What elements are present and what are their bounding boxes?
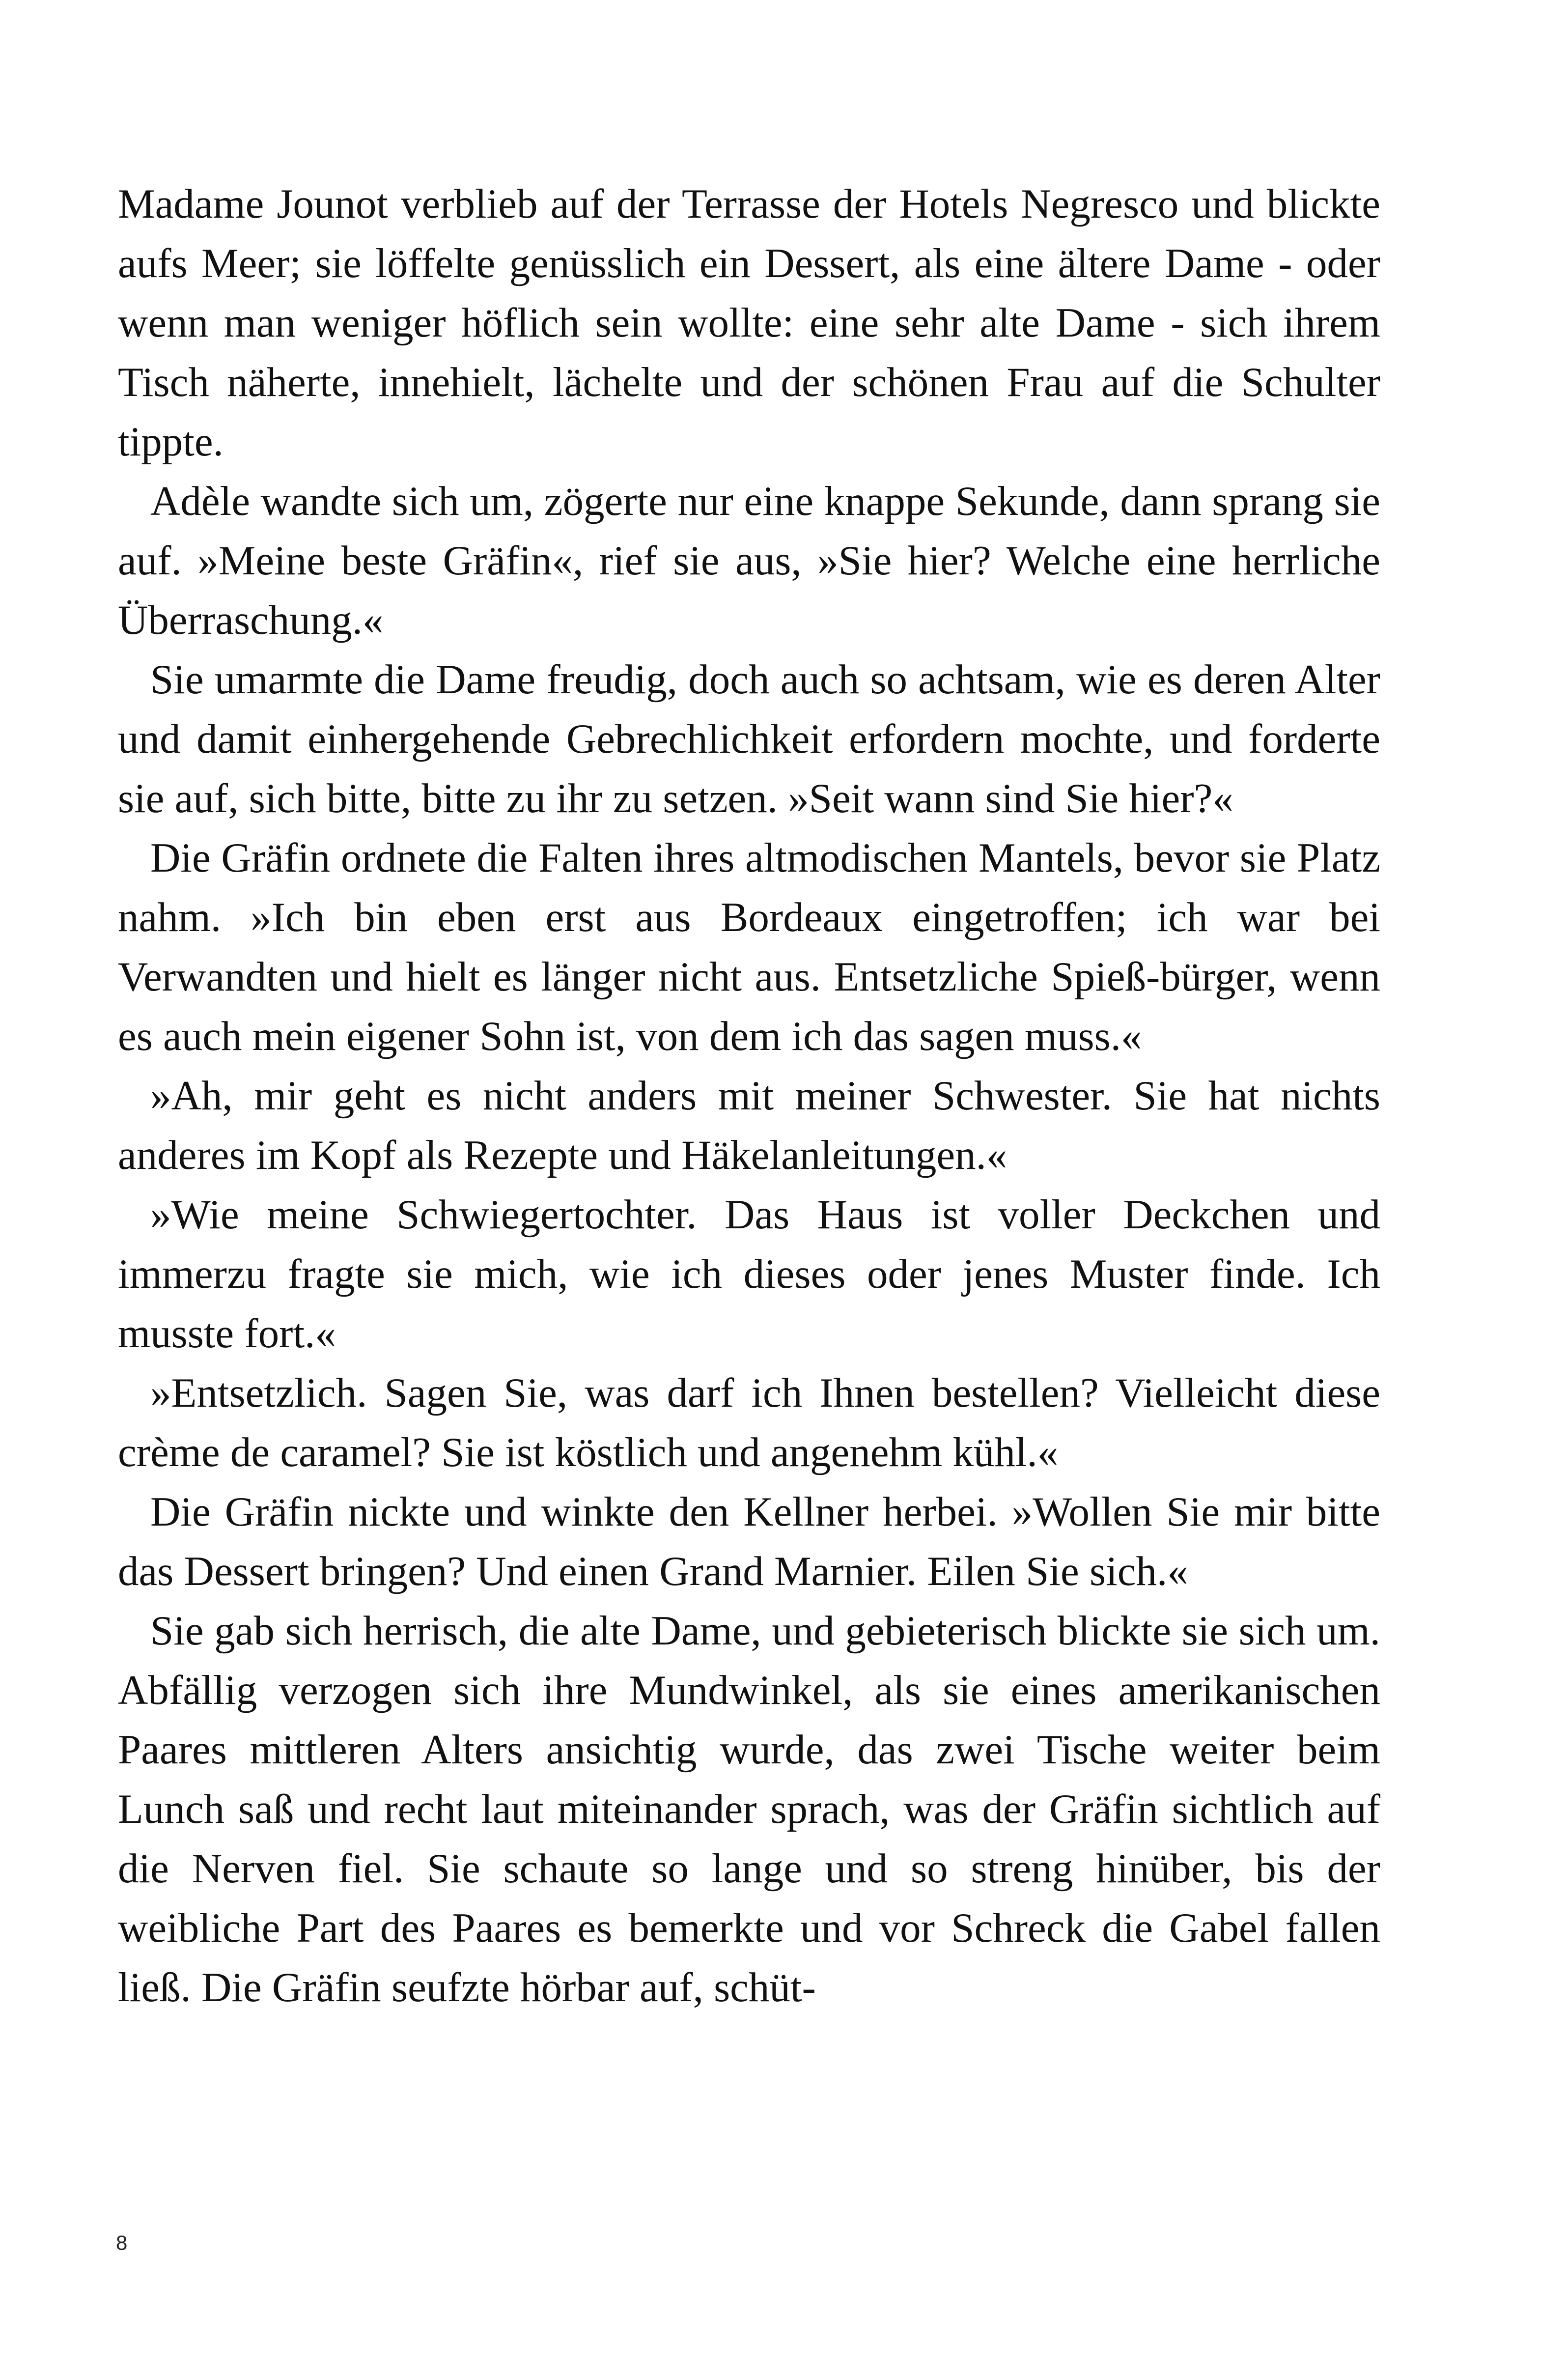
paragraph: Adèle wandte sich um, zögerte nur eine knappe Sekunde, dann sprang sie auf. »Meine beste Gräfin«, rief sie aus, »Sie hier? Welche eine herrliche Überraschung.« <box>118 478 1380 643</box>
page-number: 8 <box>116 2231 128 2254</box>
paragraph: Madame Jounot verblieb auf der Terrasse der Hotels Negresco und blickte aufs Meer; sie löffelte genüsslich ein Dessert, als eine ältere Dame - oder wenn man weniger höflich sein wollte: eine sehr alte Dame - sich ihrem Tisch näherte, innehielt, lächelte und der schönen Frau auf die Schulter tippte. <box>118 181 1380 465</box>
body-text <box>118 174 1380 2017</box>
paragraph: Die Gräfin nickte und winkte den Kellner herbei. »Wollen Sie mir bitte das Dessert bringen? Und einen Grand Marnier. Eilen Sie sich.« <box>118 1489 1380 1594</box>
paragraph: »Entsetzlich. Sagen Sie, was darf ich Ihnen bestellen? Vielleicht diese crème de caramel? Sie ist köstlich und angenehm kühl.« <box>118 1370 1380 1475</box>
paragraph: »Ah, mir geht es nicht anders mit meiner Schwester. Sie hat nichts anderes im Kopf als Rezepte und Häkelanleitungen.« <box>118 1073 1380 1178</box>
paragraph: »Wie meine Schwiegertochter. Das Haus ist voller Deckchen und immerzu fragte sie mich, wie ich dieses oder jenes Muster finde. Ich musste fort.« <box>118 1191 1380 1357</box>
paragraph: Die Gräfin ordnete die Falten ihres altmodischen Mantels, bevor sie Platz nahm. »Ich bin eben erst aus Bordeaux eingetroffen; ich war bei Verwandten und hielt es länger nicht aus. Entsetzliche Spieß-bürger, wenn es auch mein eigener Sohn ist, von dem ich das sagen muss.« <box>118 835 1380 1059</box>
paragraph: Sie gab sich herrisch, die alte Dame, und gebieterisch blickte sie sich um. Abfällig verzogen sich ihre Mundwinkel, als sie eines amerikanischen Paares mittleren Alters ansichtig wurde, das zwei Tische weiter beim Lunch saß und recht laut miteinander sprach, was der Gräfin sichtlich auf die Nerven fiel. Sie schaute so lange und so streng hinüber, bis der weibliche Part des Paares es bemerkte und vor Schreck die Gabel fallen ließ. Die Gräfin seufzte hörbar auf, schüt- <box>118 1608 1380 2011</box>
paragraph: Sie umarmte die Dame freudig, doch auch so achtsam, wie es deren Alter und damit einhergehende Gebrechlichkeit erfordern mochte, und forderte sie auf, sich bitte, bitte zu ihr zu setzen. »Seit wann sind Sie hier?« <box>118 656 1380 822</box>
